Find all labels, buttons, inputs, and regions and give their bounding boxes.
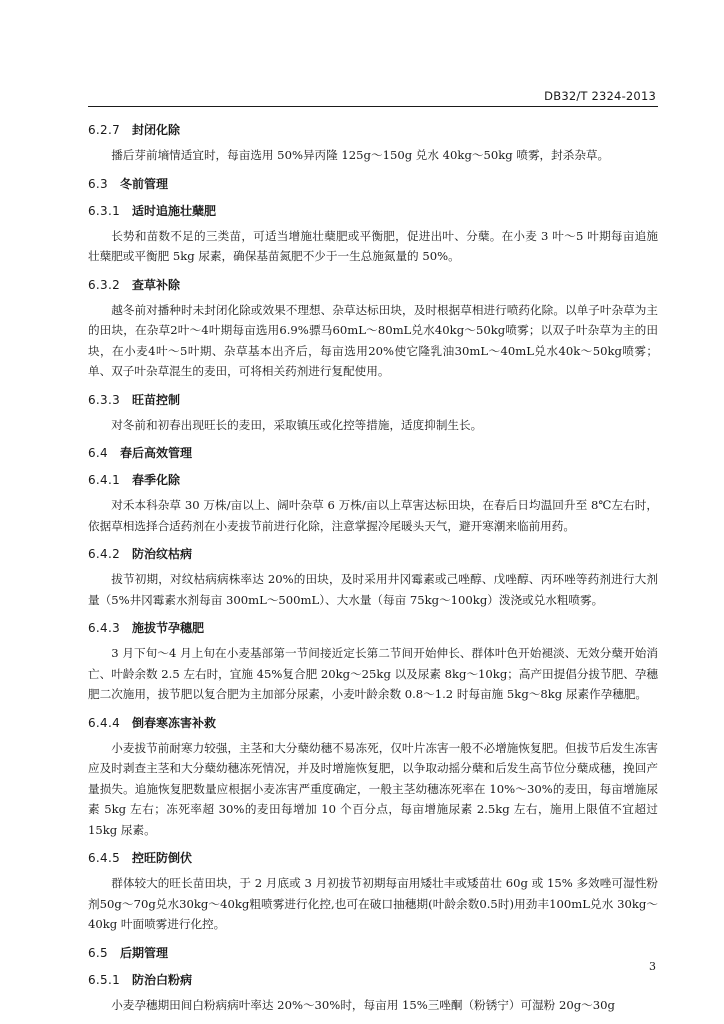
section-title: 施拔节孕穗肥 bbox=[132, 621, 205, 635]
section-heading bbox=[88, 545, 658, 563]
section-6-4 bbox=[88, 444, 658, 462]
section-heading bbox=[88, 714, 658, 732]
section-number: 6.3.1 bbox=[88, 203, 121, 218]
section-title: 适时追施壮蘖肥 bbox=[132, 203, 217, 218]
section-6-4-4 bbox=[88, 714, 658, 841]
section-title: 春季化除 bbox=[132, 473, 181, 487]
page-number: 3 bbox=[649, 960, 656, 973]
section-number: 6.3.2 bbox=[88, 277, 121, 292]
section-6-2-7 bbox=[88, 121, 658, 166]
section-number: 6.4.4 bbox=[88, 715, 121, 730]
section-title: 后期管理 bbox=[120, 945, 169, 960]
section-title: 防治纹枯病 bbox=[132, 547, 193, 561]
section-heading bbox=[88, 276, 658, 294]
section-title: 春后高效管理 bbox=[120, 446, 193, 460]
section-6-3 bbox=[88, 175, 658, 193]
section-heading bbox=[88, 391, 658, 409]
body-paragraph: 拔节初期，对纹枯病病株率达 20%的田块，及时采用井冈霉素或己唑醇、戊唑醇、丙环唑等药剂进行大剂量（5%井冈霉素水剂每亩 300mL～500mL）、大水量（每亩 75kg～100kg）泼浇或兑水粗喷雾。 bbox=[88, 572, 658, 607]
section-heading bbox=[88, 471, 658, 489]
section-number: 6.5.1 bbox=[88, 972, 121, 987]
section-title: 控旺防倒伏 bbox=[132, 851, 193, 865]
section-number: 6.4.2 bbox=[88, 547, 121, 561]
section-title: 倒春寒冻害补救 bbox=[132, 715, 217, 730]
body-paragraph: 小麦孕穗期田间白粉病病叶率达 20%～30%时，每亩用 15%三唑酮（粉锈宁）可湿粉 20g～30g bbox=[111, 997, 615, 1012]
section-6-3-2 bbox=[88, 276, 658, 382]
section-heading bbox=[88, 619, 658, 637]
body-paragraph: 小麦拔节前耐寒力较强，主茎和大分蘖幼穗不易冻死，仅叶片冻害一般不必增施恢复肥。但拔节后发生冻害应及时剥查主茎和大分蘖幼穗冻死情况，并及时增施恢复肥，以争取动摇分蘖和后发生高节位分蘖成穗，挽回产量损失。追施恢复肥数量应根据小麦冻害严重度确定，一般主茎幼穗冻死率在 10%～30%的麦田，每亩增施尿素 5kg 左右；冻死率超 30%的麦田每增加 10 个百分点，每亩增施尿素 2.5kg 左右，施用上限值不宜超过 15kg 尿素。 bbox=[88, 740, 658, 837]
document-body bbox=[88, 112, 658, 1015]
section-number: 6.4.1 bbox=[88, 473, 121, 487]
section-6-3-1 bbox=[88, 202, 658, 267]
section-number: 6.3.3 bbox=[88, 392, 121, 407]
section-number: 6.4.3 bbox=[88, 621, 121, 635]
section-6-5 bbox=[88, 944, 658, 962]
section-6-4-5 bbox=[88, 849, 658, 935]
body-paragraph: 长势和苗数不足的三类苗，可适当增施壮蘖肥或平衡肥，促进出叶、分蘖。在小麦 3 叶～5 叶期每亩追施壮蘖肥或平衡肥 5kg 尿素，确保基苗氮肥不少于一生总施氮量的 50%。 bbox=[88, 228, 658, 263]
section-heading bbox=[88, 202, 658, 220]
section-title: 旺苗控制 bbox=[132, 392, 181, 407]
section-title: 防治白粉病 bbox=[132, 972, 193, 987]
section-heading bbox=[88, 444, 658, 462]
section-heading bbox=[88, 944, 658, 962]
section-heading bbox=[88, 971, 658, 989]
section-number: 6.4 bbox=[88, 446, 108, 460]
section-heading bbox=[88, 849, 658, 867]
section-title: 封闭化除 bbox=[132, 123, 181, 137]
section-6-5-1 bbox=[88, 971, 658, 1016]
section-number: 6.2.7 bbox=[88, 123, 121, 137]
header-divider bbox=[88, 106, 658, 107]
section-6-4-2 bbox=[88, 545, 658, 610]
section-heading bbox=[88, 121, 658, 139]
body-paragraph: 对禾本科杂草 30 万株/亩以上、阔叶杂草 6 万株/亩以上草害达标田块，在春后日均温回升至 8℃左右时，依据草相选择合适药剂在小麦拔节前进行化除，注意掌握冷尾暖头天气，避开寒潮来临前用药。 bbox=[88, 498, 658, 533]
section-6-4-1 bbox=[88, 471, 658, 536]
body-paragraph: 群体较大的旺长苗田块，于 2 月底或 3 月初拔节初期每亩用矮壮丰或矮苗壮 60g 或 15% 多效唑可湿性粉剂50g～70g兑水30kg～40kg粗喷雾进行化控,也可在破口抽穗期(叶龄余数0.5时)用劲丰100mL兑水 30kg～40kg 叶面喷雾进行化控。 bbox=[88, 876, 658, 931]
body-paragraph: 对冬前和初春出现旺长的麦田，采取镇压或化控等措施，适度抑制生长。 bbox=[111, 417, 483, 432]
section-heading bbox=[88, 175, 658, 193]
section-number: 6.3 bbox=[88, 176, 108, 191]
body-paragraph: 越冬前对播种时未封闭化除或效果不理想、杂草达标田块，及时根据草相进行喷药化除。以单子叶杂草为主的田块，在杂草2叶～4叶期每亩选用6.9%骠马60mL～80mL兑水40kg～50kg喷雾；以双子叶杂草为主的田块，在小麦4叶～5叶期、杂草基本出齐后，每亩选用20%使它隆乳油30mL～40mL兑水40k～50kg喷雾；单、双子叶杂草混生的麦田，可将相关药剂进行复配使用。 bbox=[88, 302, 658, 378]
body-paragraph: 3 月下旬～4 月上旬在小麦基部第一节间接近定长第二节间开始伸长、群体叶色开始褪淡、无效分蘖开始消亡、叶龄余数 2.5 左右时，宜施 45%复合肥 20kg～25kg 以及尿素 8kg～10kg；高产田提倡分拔节肥、孕穗肥二次施用，拔节肥以复合肥为主加部分尿素，小麦叶龄余数 0.8～1.2 时每亩施 5kg～8kg 尿素作孕穗肥。 bbox=[88, 646, 658, 701]
section-6-3-3 bbox=[88, 391, 658, 436]
section-number: 6.5 bbox=[88, 945, 108, 960]
document-code: DB32/T 2324-2013 bbox=[544, 89, 656, 103]
section-title: 查草补除 bbox=[132, 277, 181, 292]
section-6-4-3 bbox=[88, 619, 658, 705]
section-title: 冬前管理 bbox=[120, 176, 169, 191]
section-number: 6.4.5 bbox=[88, 851, 121, 865]
body-paragraph: 播后芽前墒情适宜时，每亩选用 50%异丙隆 125g～150g 兑水 40kg～50kg 喷雾，封杀杂草。 bbox=[111, 148, 610, 162]
